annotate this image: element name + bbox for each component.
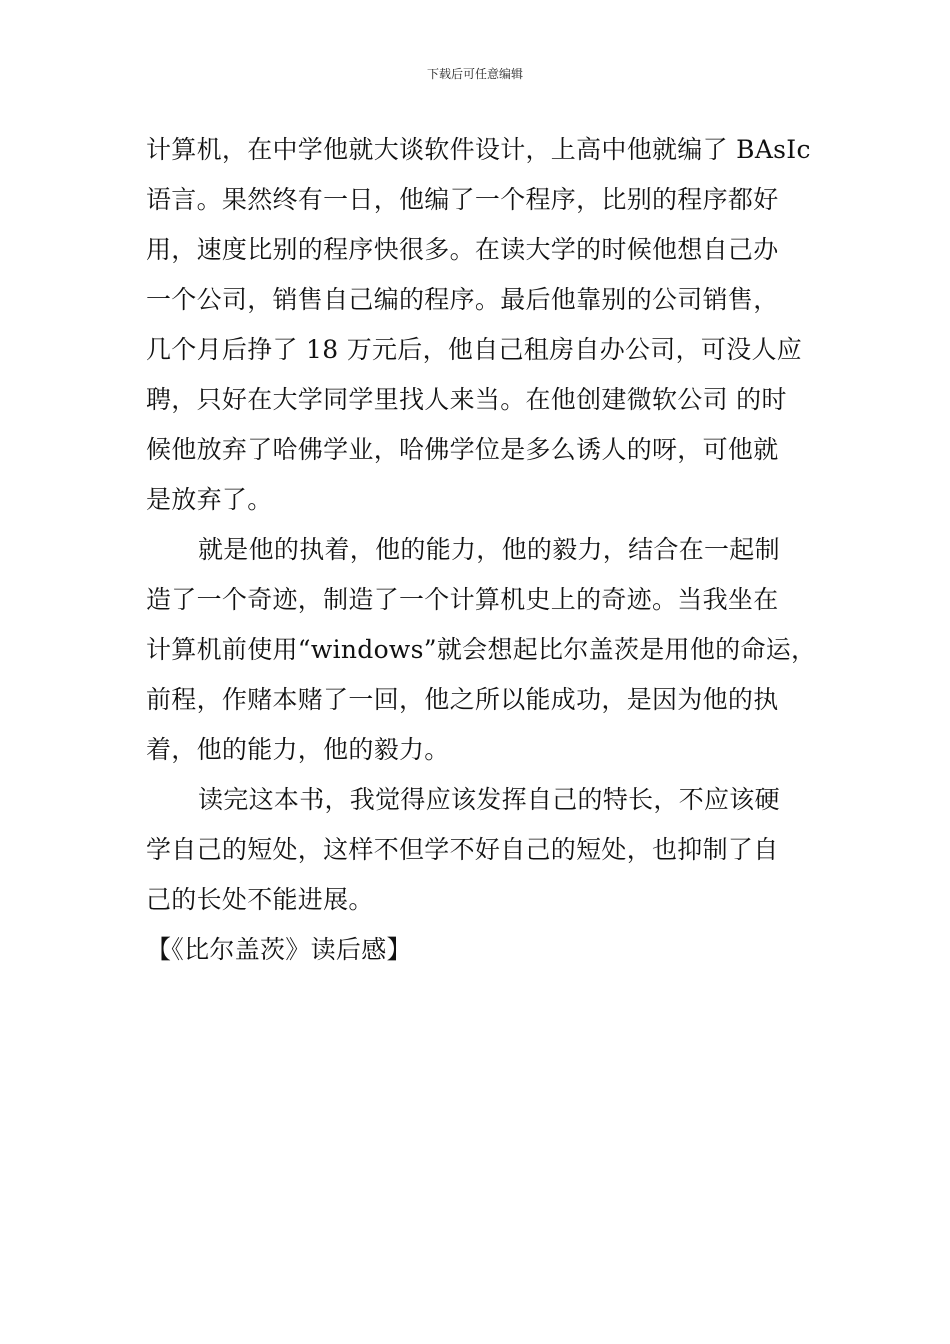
- text-line-12: 前程，作赌本赌了一回，他之所以能成功，是因为他的执: [146, 685, 779, 714]
- text-line-2: 语言。果然终有一日，他编了一个程序，比别的程序都好: [146, 185, 779, 214]
- text-line-3: 用，速度比别的程序快很多。在读大学的时候他想自己办: [146, 235, 779, 264]
- page-header: 下载后可任意编辑: [426, 67, 523, 81]
- text-line-11: 计算机前使用“windows”就会想起比尔盖茨是用他的命运，: [146, 635, 817, 664]
- text-line-7: 候他放弃了哈佛学业，哈佛学位是多么诱人的呀，可他就: [146, 435, 779, 464]
- text-line-6: 聘，只好在大学同学里找人来当。在他创建微软公司 的时: [146, 385, 787, 414]
- text-line-8: 是放弃了。: [146, 485, 273, 514]
- document-body: [146, 125, 826, 975]
- text-line-15: 学自己的短处，这样不但学不好自己的短处，也抑制了自: [146, 835, 779, 864]
- text-line-10: 造了一个奇迹，制造了一个计算机史上的奇迹。当我坐在: [146, 585, 779, 614]
- text-line-14: 读完这本书，我觉得应该发挥自己的特长，不应该硬: [198, 785, 780, 814]
- text-line-16: 己的长处不能进展。: [146, 885, 374, 914]
- text-line-13: 着，他的能力，他的毅力。: [146, 735, 450, 764]
- text-line-9: 就是他的执着，他的能力，他的毅力，结合在一起制: [198, 535, 780, 564]
- text-line-4: 一个公司，销售自己编的程序。最后他靠别的公司销售，: [146, 285, 779, 314]
- document-title-footer: 【《比尔盖茨》读后感】: [146, 935, 412, 964]
- text-line-1: 计算机，在中学他就大谈软件设计，上高中他就编了 BAsIc: [146, 135, 811, 164]
- text-line-5: 几个月后挣了 18 万元后，他自己租房自办公司，可没人应: [146, 335, 803, 364]
